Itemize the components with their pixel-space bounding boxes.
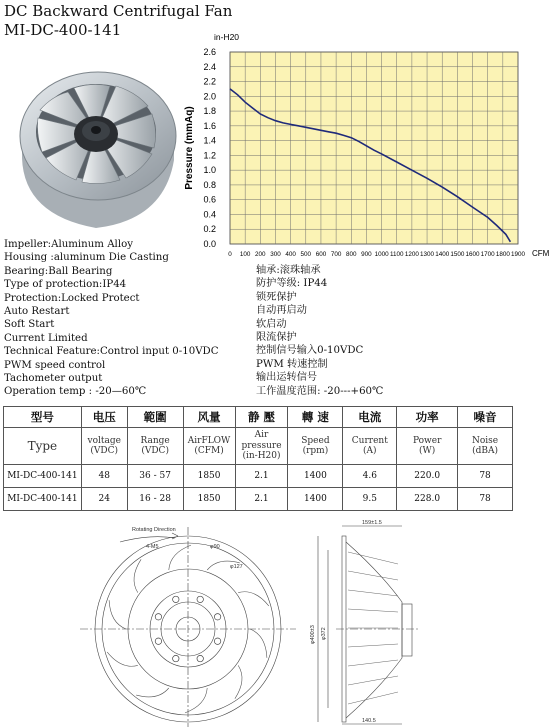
spec-line: 控制信号输入0-10VDC [256, 345, 364, 357]
table-cell: 16 - 28 [127, 488, 183, 511]
impeller-blade [185, 688, 207, 713]
header-cn-cell: 风量 [183, 407, 235, 428]
table-row [4, 488, 513, 511]
x-tick-label: 1300 [420, 251, 435, 258]
header-cn-cell: 型号 [4, 407, 82, 428]
table-cell: MI-DC-400-141 [4, 488, 82, 511]
header-en-cell [4, 428, 82, 465]
table-cell: 36 - 57 [127, 465, 183, 488]
x-tick-labels [228, 251, 525, 258]
header-en-line: (dBA) [472, 446, 498, 456]
table-cell: 1850 [183, 488, 235, 511]
header-en-cell [343, 428, 397, 465]
rotating-direction-label: Rotating Direction [132, 527, 176, 533]
header-en-line: Noise [471, 435, 499, 446]
impeller-blade [136, 688, 169, 697]
side-view [318, 526, 420, 724]
table-cell: 1400 [288, 488, 343, 511]
spec-line: Housing :aluminum Die Casting [4, 252, 169, 264]
spec-line: PWM speed control [4, 359, 106, 371]
table-cell: 9.5 [343, 488, 397, 511]
table-cell: 1400 [288, 465, 343, 488]
y-tick-label: 0.8 [203, 179, 216, 190]
spec-line: Current Limited [4, 332, 88, 344]
table-cell: 220.0 [397, 465, 458, 488]
header-en-cell [288, 428, 343, 465]
mounting-hole [155, 638, 161, 644]
y-tick-label: 0.0 [203, 239, 216, 249]
header-en-cell [81, 428, 127, 465]
table-cell: 2.1 [235, 488, 288, 511]
x-tick-label: 300 [270, 251, 281, 258]
header-cn-cell: 轉 速 [288, 407, 343, 428]
impeller-blade [250, 629, 267, 658]
blade-profile-line [348, 571, 398, 580]
x-tick-label: 1600 [465, 251, 480, 258]
technical-drawing [0, 512, 560, 727]
table-cell: 228.0 [397, 488, 458, 511]
x-tick-label: 1400 [435, 251, 450, 258]
y-tick-label: 0.2 [203, 224, 216, 235]
specifications-chinese [256, 264, 383, 398]
mounting-hole [197, 655, 203, 661]
phi127-dimension: φ127 [230, 564, 243, 570]
y-tick-label: 0.6 [203, 194, 216, 205]
holes-dimension: 4-M5 [146, 544, 159, 550]
header-en-line: (in-H20) [242, 451, 281, 462]
x-tick-label: 1500 [450, 251, 465, 258]
mounting-hole [173, 596, 179, 602]
product-title: DC Backward Centrifugal Fan [4, 2, 233, 20]
width-bottom-dimension: 140.5 [362, 718, 376, 724]
header-en-line: Range [140, 435, 170, 446]
header-en-line: Speed [301, 435, 330, 446]
y-tick-label: 1.6 [203, 120, 216, 131]
mounting-hole [214, 638, 220, 644]
table-cell: 78 [458, 488, 513, 511]
header-en-cell [458, 428, 513, 465]
impeller-blade [107, 652, 138, 666]
spec-line: 锁死保护 [256, 291, 297, 303]
spec-line: 软启动 [256, 318, 287, 330]
pressure-unit-label: in-H20 [214, 32, 240, 42]
spec-line: PWM 转速控制 [256, 358, 328, 370]
x-tick-label: 700 [330, 251, 342, 258]
x-tick-label: 1100 [389, 251, 404, 258]
header-cn-cell: 电流 [343, 407, 397, 428]
mounting-hole [155, 614, 161, 620]
header-en-cell [127, 428, 183, 465]
spec-line: Bearing:Ball Bearing [4, 265, 113, 277]
phi372-dimension: φ372 [321, 627, 327, 640]
x-tick-label: 400 [285, 251, 296, 258]
specifications-english [4, 238, 219, 399]
table-cell: 78 [458, 465, 513, 488]
impeller-blade [235, 665, 242, 698]
header-en-line: (CFM) [194, 446, 224, 456]
impeller-blade [134, 559, 141, 592]
header-cn-cell: 噪音 [458, 407, 513, 428]
table-cell: 48 [81, 465, 127, 488]
header-en-line: Current [351, 435, 388, 446]
blade-profile-line [348, 552, 398, 564]
header-en-line: (VDC) [141, 446, 169, 456]
blade-profile-line [348, 676, 398, 685]
x-tick-label: 1200 [404, 251, 419, 258]
y-tick-label: 1.8 [203, 106, 216, 117]
x-tick-label: 600 [315, 251, 327, 258]
spec-line: Type of protection:IP44 [4, 279, 127, 291]
impeller-blade [169, 545, 191, 570]
x-tick-label: 1700 [480, 251, 495, 258]
header-en-line: Power [412, 435, 442, 446]
y-tick-label: 2.2 [203, 76, 216, 87]
spec-line: Protection:Locked Protect [4, 292, 140, 304]
x-tick-label: 1900 [510, 251, 526, 258]
spec-line: Soft Start [4, 319, 55, 331]
header-en-line: (rpm) [302, 446, 329, 456]
header-cn-cell: 功率 [397, 407, 458, 428]
header-en-line: (A) [363, 446, 377, 456]
spec-line: 工作温度范围: -20---+60℃ [256, 385, 384, 397]
model-number: MI-DC-400-141 [4, 21, 122, 39]
header-en-line: (W) [419, 446, 436, 456]
table-cell: MI-DC-400-141 [4, 465, 82, 488]
header-cn-cell: 电压 [81, 407, 127, 428]
table-row [4, 465, 513, 488]
table-cell: 1850 [183, 465, 235, 488]
plot-area [230, 52, 518, 244]
y-tick-label: 2.0 [203, 91, 216, 102]
spec-line: Auto Restart [4, 306, 70, 318]
mounting-hole [173, 655, 179, 661]
spec-line: Impeller:Aluminum Alloy [4, 239, 133, 250]
spec-line: Tachometer output [4, 373, 103, 385]
x-tick-label: 100 [239, 251, 251, 258]
header-en-cell [183, 428, 235, 465]
header-en-cell [397, 428, 458, 465]
spec-line: Operation temp : -20—60℃ [4, 386, 147, 398]
header-en-line: Type [27, 438, 58, 453]
header-en-line: voltage [87, 435, 121, 446]
y-tick-label: 2.6 [203, 47, 216, 57]
x-tick-label: 500 [300, 251, 312, 258]
y-tick-label: 1.4 [203, 135, 216, 146]
y-tick-label: 1.2 [203, 150, 216, 161]
phi90-dimension: φ90 [210, 544, 220, 550]
header-en-cell [235, 428, 288, 465]
blade-profile-line [348, 692, 398, 704]
impeller-blade [109, 600, 126, 629]
x-tick-label: 800 [346, 251, 357, 258]
x-tick-label: 900 [361, 251, 372, 258]
x-tick-label: 1800 [495, 251, 510, 258]
mounting-hole [197, 596, 203, 602]
header-en-line: Air [254, 430, 269, 441]
blade-profile-line [348, 660, 398, 666]
front-view [80, 527, 296, 727]
diameter-dimension: φ400±3 [310, 625, 316, 644]
blade-profile-line [348, 644, 398, 647]
table-cell: 2.1 [235, 465, 288, 488]
fan-product-image [4, 40, 182, 240]
pressure-flow-chart [180, 30, 560, 262]
table-cell: 4.6 [343, 465, 397, 488]
spec-line: 自动再启动 [256, 305, 307, 317]
blade-profile-line [348, 590, 398, 596]
spec-line: 限流保护 [256, 332, 297, 344]
y-tick-label: 0.4 [203, 209, 216, 220]
spec-line: 轴承:滚珠轴承 [256, 265, 321, 276]
y-tick-labels [203, 47, 216, 249]
table-cell: 24 [81, 488, 127, 511]
header-en-line: (VDC) [90, 446, 119, 456]
spec-table [3, 406, 513, 511]
y-tick-label: 2.4 [203, 61, 216, 72]
x-tick-label: 200 [255, 251, 266, 258]
spec-line: 输出运转信号 [256, 372, 318, 384]
header-cn-cell: 静 壓 [235, 407, 288, 428]
mounting-hole [214, 614, 220, 620]
header-en-line: pressure [241, 440, 282, 451]
blade-profile-line [348, 609, 398, 612]
impeller-blade [238, 592, 269, 606]
spec-line: Technical Feature:Control input 0-10VDC [4, 346, 219, 358]
y-tick-label: 1.0 [203, 165, 216, 176]
header-en-line: AirFLOW [187, 435, 231, 446]
y-axis-label: Pressure (mmAq) [184, 106, 195, 190]
x-tick-label: 0 [228, 251, 232, 258]
x-axis-unit: CFM [532, 249, 550, 258]
x-tick-label: 1000 [374, 251, 389, 258]
width-top-dimension: 159±1.5 [362, 520, 382, 526]
header-cn-cell: 範圍 [127, 407, 183, 428]
spec-line: 防护等级: IP44 [256, 278, 328, 290]
